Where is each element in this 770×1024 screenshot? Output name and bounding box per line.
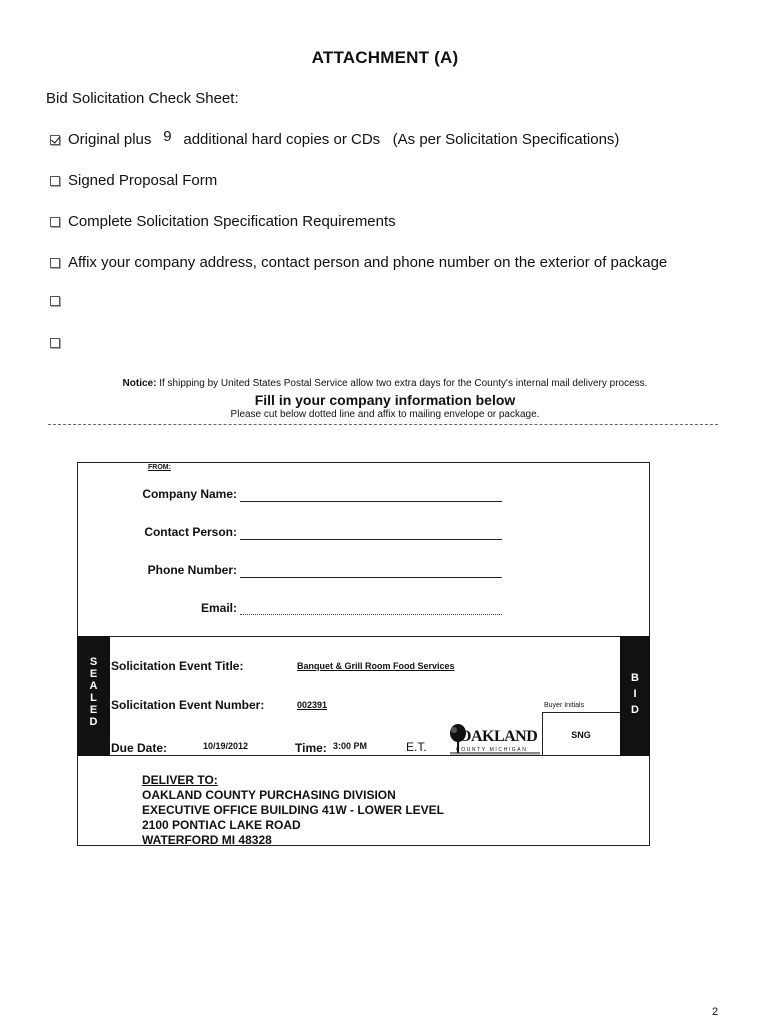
copies-count: 9 bbox=[163, 128, 172, 145]
checklist-item-original-copies bbox=[50, 128, 620, 148]
checklist-item-blank-1 bbox=[50, 296, 68, 306]
checklist-item-specification bbox=[50, 213, 396, 230]
cut-instruction: Please cut below dotted line and affix to mailing envelope or package. bbox=[230, 409, 540, 420]
event-number-label: Solicitation Event Number: bbox=[111, 698, 265, 712]
oakland-county-logo bbox=[449, 722, 541, 756]
phone-number-label: Phone Number: bbox=[147, 563, 237, 577]
time-value: 3:00 PM bbox=[333, 741, 368, 751]
notice-label: Notice: bbox=[122, 378, 157, 389]
event-number-value: 002391 bbox=[297, 700, 328, 710]
page-title: ATTACHMENT (A) bbox=[311, 48, 459, 67]
sealed-letter: L bbox=[90, 692, 97, 704]
checklist-suffix: additional hard copies or CDs (As per Solicitation Specifications) bbox=[183, 131, 620, 148]
address-line: WATERFORD MI 48328 bbox=[142, 833, 272, 847]
buyer-initials-value: SNG bbox=[571, 730, 591, 740]
bid-letter: B bbox=[631, 672, 639, 684]
time-zone: E.T. bbox=[406, 740, 427, 754]
sealed-letter: S bbox=[89, 656, 98, 668]
sealed-letter: A bbox=[89, 680, 98, 692]
deliver-to-heading: DELIVER TO: bbox=[142, 773, 218, 787]
from-label: FROM: bbox=[148, 464, 171, 471]
checklist-item-affix-address bbox=[50, 254, 667, 271]
phone-number-field[interactable] bbox=[240, 577, 502, 578]
deliver-to-address bbox=[142, 773, 444, 848]
address-line: EXECUTIVE OFFICE BUILDING 41W - LOWER LEVEL bbox=[142, 803, 445, 817]
event-title-value: Banquet & Grill Room Food Services bbox=[297, 661, 455, 671]
company-name-field[interactable] bbox=[240, 501, 502, 502]
due-date-value: 10/19/2012 bbox=[203, 741, 249, 751]
checkbox-original-copies[interactable] bbox=[50, 135, 60, 145]
checklist-label: Complete Solicitation Specification Requirements bbox=[68, 213, 396, 230]
notice-text: If shipping by United States Postal Service allow two extra days for the County's internal mail delivery process. bbox=[156, 378, 648, 389]
logo-text: OAKLAND bbox=[459, 728, 538, 745]
address-line: OAKLAND COUNTY PURCHASING DIVISION bbox=[142, 788, 396, 802]
sealed-letter: E bbox=[89, 668, 98, 680]
bid-strip bbox=[620, 636, 650, 756]
logo-subtext: COUNTY MICHIGAN bbox=[456, 747, 528, 753]
checkbox-affix-address[interactable] bbox=[50, 258, 60, 268]
bid-letter: D bbox=[631, 704, 639, 716]
fill-in-heading: Fill in your company information below bbox=[254, 392, 516, 408]
bid-letter: I bbox=[633, 688, 637, 700]
checkbox-blank-1[interactable] bbox=[50, 296, 60, 306]
contact-person-field[interactable] bbox=[240, 539, 502, 540]
checkbox-specification[interactable] bbox=[50, 217, 60, 227]
checklist-item-signed-proposal bbox=[50, 172, 217, 189]
address-line: 2100 PONTIAC LAKE ROAD bbox=[142, 818, 301, 832]
cut-line bbox=[48, 424, 718, 425]
check-sheet-heading: Bid Solicitation Check Sheet: bbox=[46, 90, 239, 107]
checkbox-blank-2[interactable] bbox=[50, 338, 60, 348]
email-label: Email: bbox=[200, 601, 237, 615]
contact-person-label: Contact Person: bbox=[144, 525, 237, 539]
due-date-label: Due Date: bbox=[111, 741, 168, 755]
email-field[interactable] bbox=[240, 614, 502, 615]
time-label: Time: bbox=[295, 741, 327, 755]
checkbox-signed-proposal[interactable] bbox=[50, 176, 60, 186]
event-title-label: Solicitation Event Title: bbox=[111, 659, 244, 673]
checklist-item-blank-2 bbox=[50, 338, 68, 348]
checklist-label: Signed Proposal Form bbox=[68, 172, 218, 189]
buyer-initials-label: Buyer Initials bbox=[544, 702, 585, 709]
company-name-label: Company Name: bbox=[142, 487, 237, 501]
sealed-letter: D bbox=[89, 716, 98, 728]
sealed-letter: E bbox=[89, 704, 98, 716]
sealed-strip bbox=[77, 636, 110, 756]
page-number: 2 bbox=[712, 1006, 719, 1018]
shipping-notice bbox=[0, 378, 770, 389]
checklist-label: Affix your company address, contact person and phone number on the exterior of package bbox=[68, 254, 668, 271]
checklist-prefix: Original plus bbox=[68, 131, 152, 148]
